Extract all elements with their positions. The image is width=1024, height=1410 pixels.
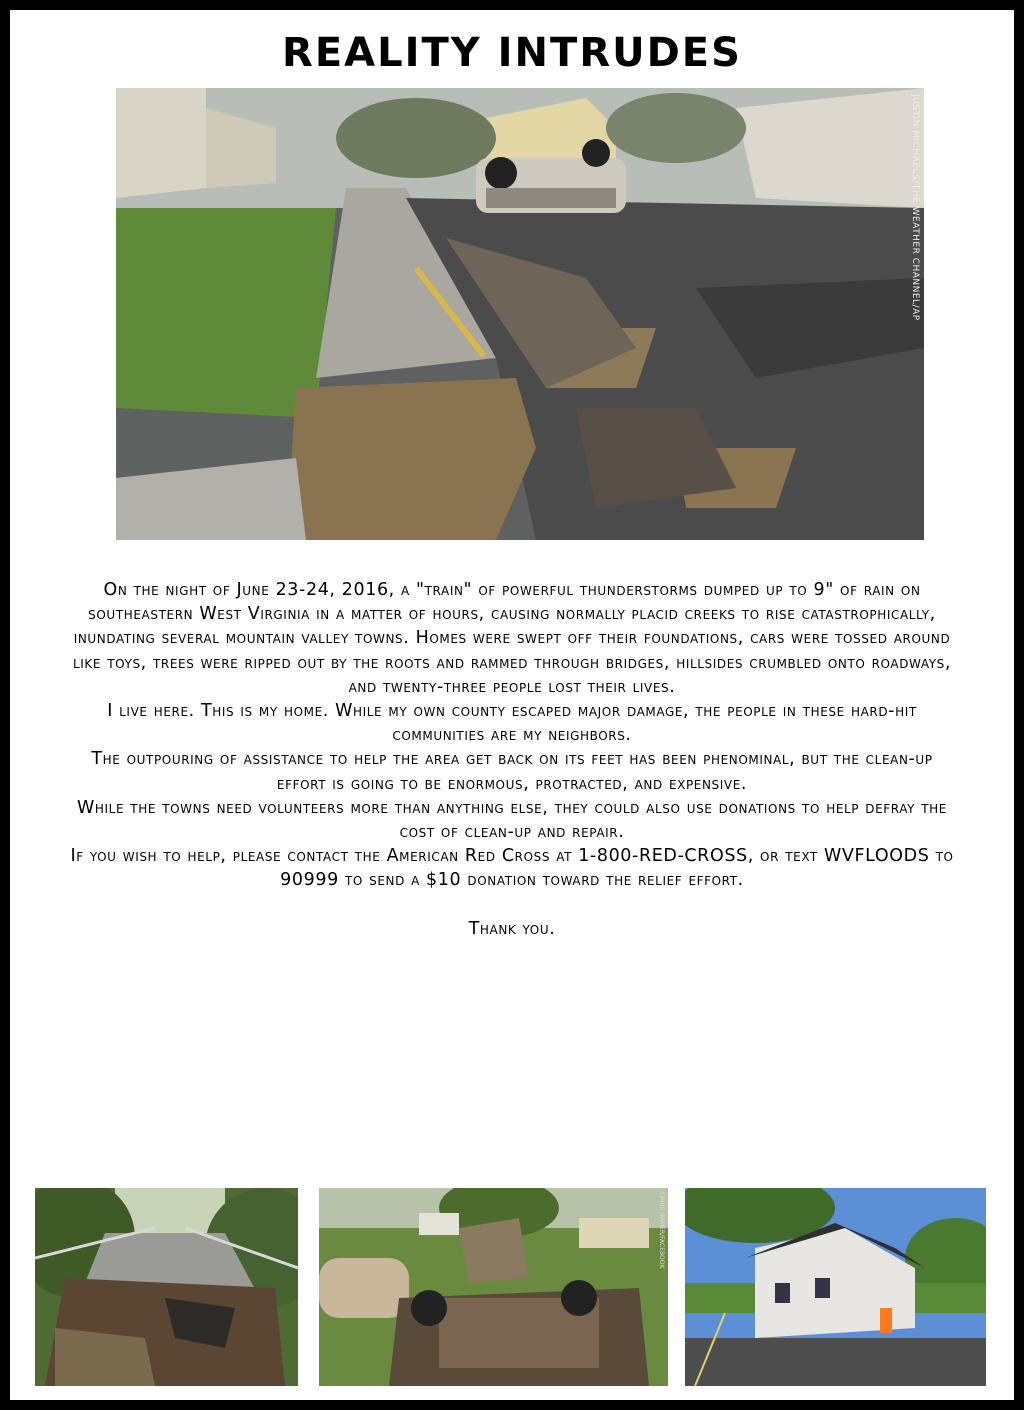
- article-paragraph: The outpouring of assistance to help the area get back on its feet has been phenominal, but the clean-up effort is going to be enormous, protracted, and expensive.: [91, 749, 933, 794]
- debris-field-image: [319, 1188, 668, 1386]
- collapsed-road-image: [35, 1188, 298, 1386]
- article-paragraph: I live here. This is my home. While my own county escaped major damage, the people in these hard-hit communities are my neighbors.: [107, 701, 917, 746]
- article-paragraph: If you wish to help, please contact the American Red Cross at 1-800-RED-CROSS, or text WVFLOODS to 90999 to send a $10 donation toward the relief effort.: [70, 846, 954, 891]
- photo-credit: JUSTIN MICHAELS/THE WEATHER CHANNEL/AP: [910, 94, 920, 321]
- house-on-road-image: [685, 1188, 986, 1386]
- page-title: REALITY INTRUDES: [282, 30, 742, 76]
- photo-credit: CHRIS HAMER/FACEBOOK: [658, 1192, 665, 1269]
- page: [10, 10, 1014, 1400]
- displaced-house-photo: [685, 1188, 986, 1386]
- flood-damaged-street-image: [116, 88, 924, 540]
- article-body: [66, 578, 958, 941]
- overturned-car-photo: [319, 1188, 668, 1386]
- article-paragraph: On the night of June 23-24, 2016, a "train" of powerful thunderstorms dumped up to 9" of rain on southeastern West Virginia in a matter of hours, causing normally placid creeks to rise catastrophically, inundating several mountain valley towns. Homes were swept off their foundations, cars were tossed around like toys, trees were ripped out by the roots and rammed through bridges, hillsides crumbled onto roadways, and twenty-three people lost their lives.: [72, 580, 952, 697]
- thanks-line: Thank you.: [468, 918, 556, 939]
- collapsed-bridge-photo: [35, 1188, 298, 1386]
- main-flood-photo: [116, 88, 924, 540]
- article-paragraph: While the towns need volunteers more than anything else, they could also use donations to help defray the cost of clean-up and repair.: [77, 797, 947, 843]
